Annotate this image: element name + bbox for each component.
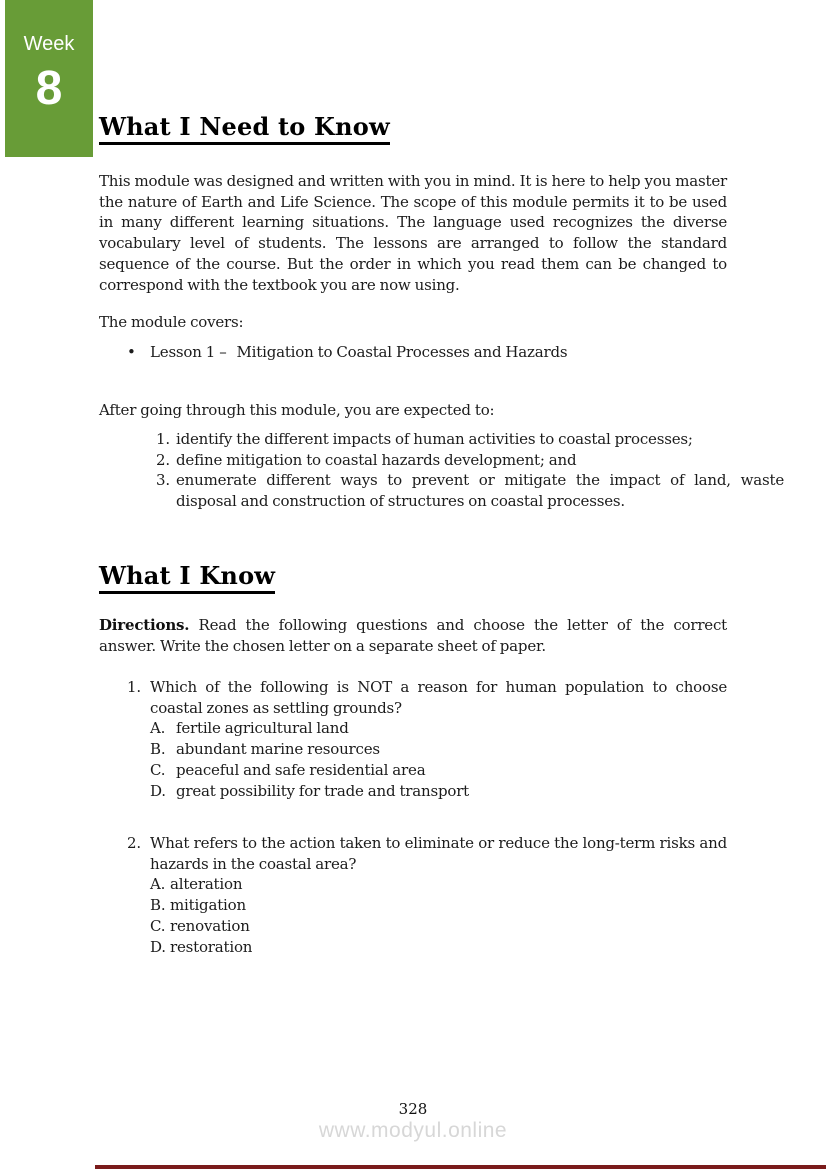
directions-text: Read the following questions and choose the letter of the correct answer. Write the chosen letter on a separate sheet of paper. [99, 616, 727, 655]
question-text: What refers to the action taken to eliminate or reduce the long-term risks and hazards in the coastal area? [150, 834, 727, 873]
option-letter: A. [150, 875, 166, 894]
directions-paragraph [99, 615, 727, 656]
heading-text: What I Know [99, 561, 275, 594]
objective-text: enumerate different ways to prevent or mitigate the impact of land, waste disposal and construction of structures on coastal processes. [176, 471, 784, 511]
question-body [150, 677, 727, 801]
option-letter: B. [150, 740, 166, 759]
option-text: peaceful and safe residential area [176, 760, 426, 779]
week-number: 8 [35, 62, 63, 115]
question-number: 1. [127, 678, 141, 696]
option-text: mitigation [170, 896, 246, 915]
objective-number: 1. [156, 430, 170, 448]
objective-item [156, 450, 784, 471]
objectives-intro: After going through this module, you are expected to: [99, 401, 495, 419]
objective-text: identify the different impacts of human activities to coastal processes; [176, 430, 693, 448]
option-c [150, 916, 727, 937]
page-number: 328 [398, 1100, 428, 1118]
objectives-list [99, 429, 784, 512]
lesson-title: Mitigation to Coastal Processes and Hazards [236, 343, 568, 361]
week-badge [5, 0, 93, 157]
lesson-number-label: Lesson 1 – [150, 343, 227, 361]
option-text: fertile agricultural land [176, 719, 349, 738]
question-number: 2. [127, 834, 141, 852]
option-text: restoration [170, 937, 253, 956]
option-a [150, 874, 727, 895]
footer-rule [95, 1165, 826, 1169]
option-b [150, 739, 727, 760]
directions-label: Directions. [99, 616, 190, 634]
question-body [150, 833, 727, 957]
question-text: Which of the following is NOT a reason for human population to choose coastal zones as settling grounds? [150, 678, 727, 717]
option-text: alteration [170, 875, 243, 894]
heading-what-i-need-to-know [99, 112, 727, 141]
option-d [150, 781, 727, 802]
option-d [150, 937, 727, 958]
option-text: great possibility for trade and transport [176, 781, 469, 800]
option-a [150, 718, 727, 739]
watermark-text: www.modyul.online [318, 1119, 508, 1142]
option-b [150, 895, 727, 916]
intro-paragraph: This module was designed and written with you in mind. It is here to help you master the nature of Earth and Life Science. The scope of this module permits it to be used in many different learning situations. The language used recognizes the diverse vocabulary level of students. The lessons are arranged to follow the standard sequence of the course. But the order in which you read them can be changed to correspond with the textbook you are now using. [99, 172, 727, 294]
option-text: renovation [170, 916, 250, 935]
module-covers-label: The module covers: [99, 313, 244, 331]
objective-number: 2. [156, 450, 170, 469]
objective-text: define mitigation to coastal hazards development; and [176, 450, 577, 469]
option-letter: C. [150, 916, 166, 935]
heading-what-i-know [99, 561, 727, 590]
objective-item [156, 470, 784, 511]
question-2 [99, 833, 727, 957]
option-c [150, 760, 727, 781]
option-text: abundant marine resources [176, 740, 380, 759]
bullet-glyph: • [127, 343, 136, 361]
option-letter: A. [150, 719, 166, 738]
question-1 [99, 677, 727, 801]
option-letter: D. [150, 781, 166, 800]
option-letter: B. [150, 896, 166, 915]
objective-item [156, 429, 784, 450]
objective-number: 3. [156, 471, 170, 490]
option-letter: C. [150, 760, 166, 779]
heading-text: What I Need to Know [99, 112, 390, 145]
option-letter: D. [150, 937, 166, 956]
lesson-bullet-item [99, 342, 755, 363]
week-label: Week [23, 33, 75, 55]
